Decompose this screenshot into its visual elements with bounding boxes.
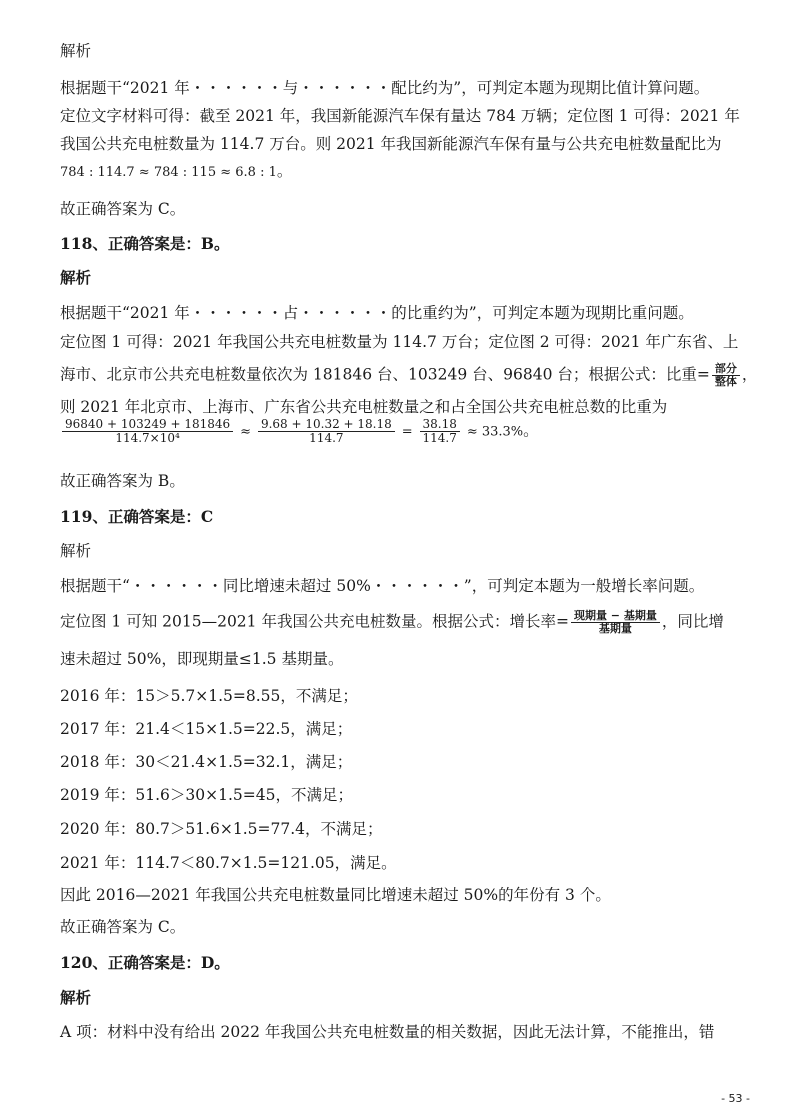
year-check-2019: 2019 年：51.6＞30×1.5=45，不满足； [60, 786, 353, 804]
approx-sign: ≈ [240, 424, 252, 440]
fraction-denominator: 整体 [714, 375, 737, 389]
approx-result: ≈ 33.3% [466, 424, 524, 440]
year-check-2021: 2021 年：114.7＜80.7×1.5=121.05，满足。 [60, 854, 397, 872]
proportion-calculation [60, 418, 760, 445]
question-118-answer: 118、正确答案是：B。 [60, 234, 230, 253]
year-check-2017: 2017 年：21.4＜15×1.5=22.5，满足； [60, 720, 353, 738]
paragraph-line: 根据题干“2021 年・・・・・・占・・・・・・的比重约为”，可判定本题为现期比重问题。 [60, 304, 694, 322]
fraction-numerator: 部分 [712, 363, 740, 376]
paragraph-line-with-formula [60, 363, 760, 388]
calc-fraction-1 [62, 418, 233, 445]
paragraph-line: 速未超过 50%，即现期量≤1.5 基期量。 [60, 650, 344, 668]
text-segment: ，同比增 [661, 612, 724, 631]
question-120-answer: 120、正确答案是：D。 [60, 953, 230, 972]
paragraph-line: 则 2021 年北京市、上海市、广东省公共充电桩数量之和占全国公共充电桩总数的比重为 [60, 398, 668, 416]
paragraph-line: 根据题干“2021 年・・・・・・与・・・・・・配比约为”，可判定本题为现期比值计算问题。 [60, 79, 710, 97]
analysis-heading: 解析 [60, 42, 92, 60]
growth-rate-fraction [571, 610, 660, 635]
year-check-2018: 2018 年：30＜21.4×1.5=32.1，满足； [60, 753, 353, 771]
paragraph-line: 定位文字材料可得：截至 2021 年，我国新能源汽车保有量达 784 万辆；定位图 1 可得：2021 年 [60, 107, 740, 125]
page-number: - 53 - [721, 1092, 750, 1105]
fraction-denominator: 基期量 [598, 622, 632, 636]
fraction-denominator: 114.7 [309, 431, 344, 446]
text-segment: 海市、北京市公共充电桩数量依次为 181846 台、103249 台、96840 台；根据公式：比重= [60, 365, 710, 384]
fraction-numerator: 96840 + 103249 + 181846 [62, 418, 233, 432]
question-119-answer: 119、正确答案是：C [60, 507, 214, 526]
period: 。 [276, 162, 293, 180]
answer-line: 故正确答案为 B。 [60, 472, 185, 490]
fraction-numerator: 9.68 + 10.32 + 18.18 [258, 418, 395, 432]
equals-sign: = [401, 424, 413, 440]
analysis-heading: 解析 [60, 268, 92, 287]
fraction-numerator: 38.18 [420, 418, 460, 432]
paragraph-line: 定位图 1 可得：2021 年我国公共充电桩数量为 114.7 万台；定位图 2 可得：2021 年广东省、上 [60, 333, 739, 351]
paragraph-line: 根据题干“・・・・・・同比增速未超过 50%・・・・・・”，可判定本题为一般增长率问题。 [60, 577, 705, 595]
paragraph-line: A 项：材料中没有给出 2022 年我国公共充电桩数量的相关数据，因此无法计算，不能推出，错 [60, 1023, 715, 1041]
year-check-2020: 2020 年：80.7＞51.6×1.5=77.4，不满足； [60, 820, 383, 838]
year-check-2016: 2016 年：15＞5.7×1.5=8.55，不满足； [60, 687, 358, 705]
ratio-formula: 784 : 114.7 ≈ 784 : 115 ≈ 6.8 : 1 [60, 165, 277, 180]
text-segment: 定位图 1 可知 2015—2021 年我国公共充电桩数量。根据公式：增长率= [60, 612, 569, 631]
proportion-fraction [712, 363, 740, 388]
analysis-heading: 解析 [60, 988, 92, 1007]
calc-fraction-2 [258, 418, 395, 445]
paragraph-line: 因此 2016—2021 年我国公共充电桩数量同比增速未超过 50%的年份有 3 个。 [60, 886, 611, 904]
analysis-heading: 解析 [60, 542, 92, 560]
fraction-denominator: 114.7×10⁴ [115, 431, 180, 446]
paragraph-line-with-formula [60, 610, 760, 635]
fraction-denominator: 114.7 [422, 431, 457, 446]
answer-line: 故正确答案为 C。 [60, 918, 186, 936]
paragraph-line: 我国公共充电桩数量为 114.7 万台。则 2021 年我国新能源汽车保有量与公共充电桩数量配比为 [60, 135, 722, 153]
calc-fraction-3 [420, 418, 460, 445]
comma: ， [741, 365, 758, 384]
answer-line: 故正确答案为 C。 [60, 200, 186, 218]
fraction-numerator: 现期量 − 基期量 [571, 610, 660, 623]
period: 。 [523, 421, 539, 440]
ratio-formula-line [60, 160, 760, 184]
